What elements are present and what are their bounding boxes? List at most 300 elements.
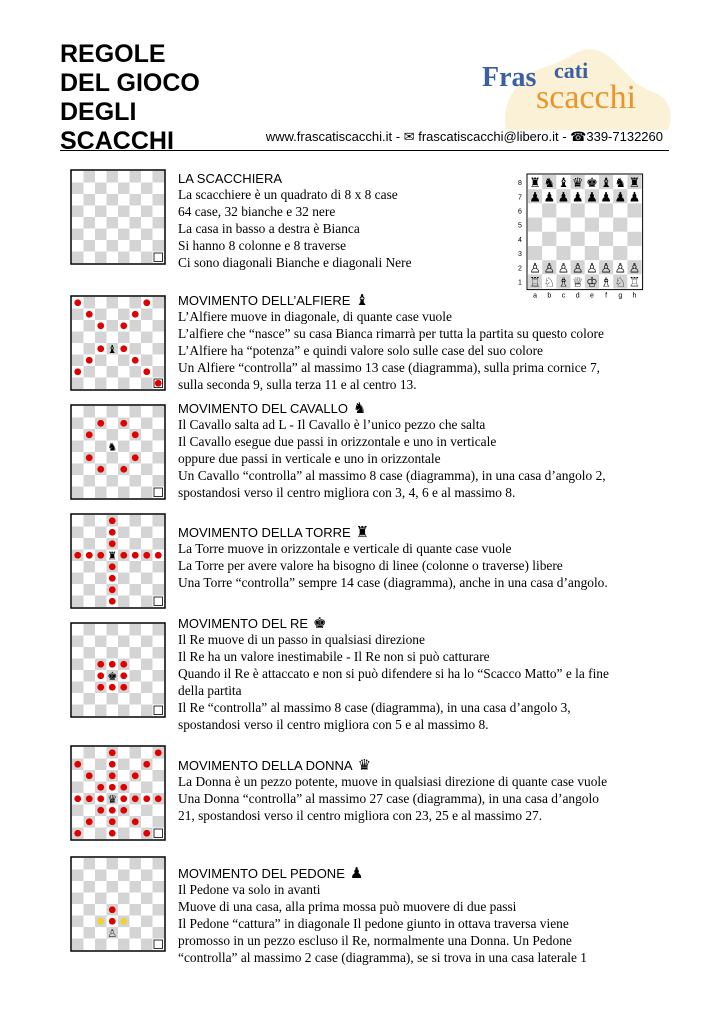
- board-square: [95, 240, 107, 252]
- board-square: [141, 670, 153, 682]
- control-dot: [120, 795, 127, 802]
- control-dot: [97, 661, 104, 668]
- board-square: [118, 705, 130, 717]
- rank-label: 4: [518, 236, 522, 244]
- control-dot: [86, 357, 93, 364]
- board-square: [130, 670, 142, 682]
- board-square: [141, 429, 153, 441]
- board-square: [130, 332, 142, 344]
- diagram-board: [70, 622, 166, 718]
- board-square: [118, 927, 130, 939]
- control-dot: [97, 807, 104, 814]
- knight-icon: ♞: [353, 400, 367, 417]
- phone-number: 339-7132260: [586, 129, 663, 144]
- section-pedone: [178, 866, 658, 967]
- capture-dot: [97, 918, 104, 925]
- board-square: [141, 406, 153, 418]
- start-piece: ♜: [529, 176, 541, 192]
- board-square: [153, 297, 165, 309]
- board-square: [153, 693, 165, 705]
- section-line: “controlla” al massimo 2 case (diagramma), se si trova in una casa laterale 1: [178, 949, 587, 965]
- board-square: [130, 904, 142, 916]
- board-square: [84, 206, 96, 218]
- section-title: MOVIMENTO DELLA DONNA ♛: [178, 757, 372, 774]
- board-square: [84, 596, 96, 608]
- file-label: f: [605, 292, 608, 300]
- board-square: [84, 670, 96, 682]
- section-line: sulla seconda 9, sulla terza 11 e al centro 13.: [178, 376, 417, 392]
- header-divider: [60, 150, 669, 151]
- board-square: [118, 487, 130, 499]
- board-square: [95, 693, 107, 705]
- section-line: La casa in basso a destra è Bianca: [178, 220, 360, 236]
- board-square: [84, 747, 96, 759]
- control-dot: [74, 368, 81, 375]
- board-square: [72, 782, 84, 794]
- control-dot: [74, 552, 81, 559]
- control-dot: [109, 807, 116, 814]
- control-dot: [120, 661, 127, 668]
- queen-icon: ♛: [357, 757, 372, 774]
- section-line: La Donna è un pezzo potente, muove in qualsiasi direzione di quante case vuole: [178, 774, 608, 789]
- control-dot: [120, 784, 127, 791]
- board-square: [141, 240, 153, 252]
- board-square: [130, 881, 142, 893]
- board-square: [141, 452, 153, 464]
- board-square: [153, 624, 165, 636]
- diagram-board: [70, 856, 166, 952]
- bishop-icon: ♝: [355, 292, 369, 309]
- board-square: [130, 527, 142, 539]
- control-dot: [143, 795, 150, 802]
- board-square: [84, 870, 96, 882]
- board-square: [130, 515, 142, 527]
- control-dot: [155, 380, 162, 387]
- board-square: [118, 297, 130, 309]
- section-donna: [178, 758, 658, 825]
- board-square: [72, 916, 84, 928]
- board-square: [107, 636, 119, 648]
- board-square: [153, 893, 165, 905]
- board-square: [153, 309, 165, 321]
- section-line: della partita: [178, 682, 242, 698]
- control-dot: [74, 299, 81, 306]
- board-square: [107, 332, 119, 344]
- board-square: [141, 939, 153, 951]
- website-link[interactable]: www.frascatiscacchi.it -: [265, 129, 401, 144]
- control-dot: [97, 672, 104, 679]
- rook-icon: ♜: [355, 524, 370, 541]
- board-square: [141, 682, 153, 694]
- board-square: [84, 332, 96, 344]
- section-line: L’Alfiere ha “potenza” e quindi valore solo sulle case del suo colore: [178, 342, 544, 358]
- board-square: [72, 441, 84, 453]
- diagram-piece: ♞: [107, 440, 118, 454]
- board-square: [130, 624, 142, 636]
- section-line: Il Cavallo esegue due passi in orizzontale e uno in verticale: [178, 433, 497, 449]
- start-piece: ♝: [557, 176, 570, 192]
- control-dot: [120, 466, 127, 473]
- file-label: e: [589, 292, 594, 300]
- control-dot: [120, 345, 127, 352]
- board-square: [107, 194, 119, 206]
- board-square: [118, 515, 130, 527]
- board-square: [72, 561, 84, 573]
- frascati-scacchi-logo: [478, 44, 678, 136]
- board-square: [153, 573, 165, 585]
- board-square: [107, 355, 119, 367]
- board-square: [130, 343, 142, 355]
- board-square: [130, 939, 142, 951]
- board-square: [130, 487, 142, 499]
- control-dot: [109, 575, 116, 582]
- board-square: [84, 805, 96, 817]
- start-piece: ♘: [614, 275, 627, 291]
- board-square: [118, 759, 130, 771]
- diagram-board: [70, 513, 166, 609]
- board-square: [84, 828, 96, 840]
- board-square: [130, 828, 142, 840]
- board-square: [84, 916, 96, 928]
- board-square: [84, 418, 96, 430]
- board-square: [141, 659, 153, 671]
- board-square: [72, 705, 84, 717]
- section-re: [178, 616, 658, 733]
- board-square: [107, 881, 119, 893]
- board-square: [141, 487, 153, 499]
- board-square: [130, 366, 142, 378]
- board-square: [84, 573, 96, 585]
- board-square: [141, 573, 153, 585]
- board-square: [84, 320, 96, 332]
- board-square: [141, 355, 153, 367]
- board-square: [84, 475, 96, 487]
- control-dot: [97, 345, 104, 352]
- file-label: d: [575, 292, 580, 300]
- control-dot: [86, 311, 93, 318]
- board-square: [118, 561, 130, 573]
- control-dot: [155, 552, 162, 559]
- file-label: b: [547, 292, 552, 300]
- board-square: [107, 858, 119, 870]
- control-dot: [120, 420, 127, 427]
- control-dot: [109, 906, 116, 913]
- board-square: [72, 217, 84, 229]
- section-title: MOVIMENTO DEL RE ♚: [178, 615, 327, 632]
- board-square: [72, 659, 84, 671]
- board-square: [141, 858, 153, 870]
- section-line: La Torre muove in orizzontale e verticale di quante case vuole: [178, 541, 512, 556]
- board-square: [84, 693, 96, 705]
- board-square: [84, 927, 96, 939]
- board-square: [107, 378, 119, 390]
- board-square: [95, 747, 107, 759]
- board-square: [153, 240, 165, 252]
- board-square: [72, 183, 84, 195]
- board-square: [118, 332, 130, 344]
- board-square: [95, 893, 107, 905]
- board-square: [95, 828, 107, 840]
- control-dot: [155, 795, 162, 802]
- board-square: [118, 240, 130, 252]
- board-square: [153, 636, 165, 648]
- board-square: [118, 893, 130, 905]
- board-square: [107, 183, 119, 195]
- board-square: [118, 429, 130, 441]
- board-square: [118, 183, 130, 195]
- file-label: a: [533, 292, 538, 300]
- board-square: [141, 538, 153, 550]
- board-square: [84, 659, 96, 671]
- board-square: [72, 682, 84, 694]
- file-label: h: [632, 292, 637, 300]
- control-dot: [74, 830, 81, 837]
- control-dot: [86, 795, 93, 802]
- control-dot: [109, 818, 116, 825]
- board-square: [153, 229, 165, 241]
- board-square: [130, 682, 142, 694]
- board-square: [130, 893, 142, 905]
- section-line: Una Torre “controlla” sempre 14 case (diagramma), anche in una casa d’angolo.: [178, 574, 608, 590]
- start-piece: ♟: [529, 190, 541, 206]
- board-square: [130, 573, 142, 585]
- board-square: [118, 939, 130, 951]
- control-dot: [132, 772, 139, 779]
- board-square: [130, 320, 142, 332]
- section-line: L’alfiere che “nasce” su casa Bianca rimarrà per tutta la partita su questo colore: [178, 325, 604, 341]
- board-square: [118, 538, 130, 550]
- king-icon: ♚: [313, 615, 327, 632]
- control-dot: [97, 684, 104, 691]
- corner-square-marker: [154, 597, 163, 606]
- board-square: [72, 693, 84, 705]
- control-dot: [109, 598, 116, 605]
- board-square: [141, 561, 153, 573]
- board-square: [118, 596, 130, 608]
- board-square: [141, 217, 153, 229]
- board-square: [141, 464, 153, 476]
- corner-square-marker: [154, 940, 163, 949]
- control-dot: [132, 311, 139, 318]
- start-piece: ♟: [614, 190, 627, 206]
- board-square: [153, 805, 165, 817]
- board-square: [118, 573, 130, 585]
- board-square: [153, 561, 165, 573]
- control-dot: [86, 818, 93, 825]
- board-square: [95, 217, 107, 229]
- board-square: [95, 927, 107, 939]
- envelope-icon: ✉: [403, 129, 419, 144]
- board-square: [153, 916, 165, 928]
- board-square: [130, 378, 142, 390]
- control-dot: [120, 552, 127, 559]
- control-dot: [132, 357, 139, 364]
- board-square: [153, 475, 165, 487]
- start-piece: ♙: [614, 261, 627, 277]
- board-square: [107, 252, 119, 264]
- section-title: MOVIMENTO DEL CAVALLO ♞: [178, 400, 367, 417]
- section-line: La Torre per avere valore ha bisogno di linee (colonne o traverse) libere: [178, 557, 563, 573]
- board-square: [84, 538, 96, 550]
- board-square: [72, 670, 84, 682]
- board-square: [72, 418, 84, 430]
- board-square: [141, 916, 153, 928]
- board-square: [72, 816, 84, 828]
- board-square: [95, 770, 107, 782]
- control-dot: [143, 552, 150, 559]
- logo-text-cati: cati: [554, 58, 589, 83]
- board-square: [72, 309, 84, 321]
- board-square: [95, 171, 107, 183]
- board-square: [141, 171, 153, 183]
- board-square: [153, 441, 165, 453]
- email-link[interactable]: frascatiscacchi@libero.it -: [418, 129, 567, 144]
- control-dot: [109, 540, 116, 547]
- board-square: [153, 343, 165, 355]
- diagram-board: [70, 404, 166, 500]
- control-dot: [74, 795, 81, 802]
- board-square: [141, 870, 153, 882]
- board-square: [118, 229, 130, 241]
- board-square: [95, 366, 107, 378]
- board-square: [72, 858, 84, 870]
- board-square: [130, 705, 142, 717]
- board-square: [118, 904, 130, 916]
- board-square: [84, 229, 96, 241]
- control-dot: [109, 517, 116, 524]
- board-square: [118, 584, 130, 596]
- board-square: [118, 858, 130, 870]
- section-alfiere: [178, 293, 658, 394]
- board-square: [141, 816, 153, 828]
- board-square: [153, 452, 165, 464]
- corner-square-marker: [154, 706, 163, 715]
- start-piece: ♟: [557, 190, 570, 206]
- board-square: [153, 816, 165, 828]
- board-square: [107, 475, 119, 487]
- board-square: [141, 332, 153, 344]
- section-line: oppure due passi in verticale e uno in orizzontale: [178, 450, 441, 466]
- control-dot: [132, 818, 139, 825]
- board-square: [141, 475, 153, 487]
- board-square: [84, 939, 96, 951]
- board-square: [118, 309, 130, 321]
- board-square: [153, 670, 165, 682]
- board-square: [153, 682, 165, 694]
- board-square: [72, 252, 84, 264]
- board-square: [95, 624, 107, 636]
- section-line: Si hanno 8 colonne e 8 traverse: [178, 237, 347, 253]
- page-title: [60, 40, 200, 156]
- capture-dot: [120, 918, 127, 925]
- board-square: [118, 441, 130, 453]
- board-square: [95, 515, 107, 527]
- board-square: [84, 343, 96, 355]
- board-square: [107, 487, 119, 499]
- board-square: [84, 893, 96, 905]
- start-piece: ♙: [571, 261, 584, 277]
- board-square: [153, 406, 165, 418]
- board-square: [72, 881, 84, 893]
- logo-text-fras: Fras: [482, 62, 537, 93]
- board-square: [84, 171, 96, 183]
- board-square: [72, 647, 84, 659]
- board-square: [141, 782, 153, 794]
- board-square: [153, 366, 165, 378]
- board-square: [153, 782, 165, 794]
- board-square: [72, 343, 84, 355]
- control-dot: [120, 322, 127, 329]
- board-square: [72, 527, 84, 539]
- board-square: [107, 240, 119, 252]
- board-square: [153, 206, 165, 218]
- board-square: [141, 705, 153, 717]
- section-line: 21, spostandosi verso il centro migliora con 23, 25 e al massimo 27.: [178, 807, 543, 823]
- board-square: [130, 171, 142, 183]
- board-square: [95, 561, 107, 573]
- board-square: [153, 171, 165, 183]
- board-square: [130, 217, 142, 229]
- section-line: Ci sono diagonali Bianche e diagonali Nere: [178, 254, 412, 270]
- board-square: [72, 596, 84, 608]
- board-square: [141, 309, 153, 321]
- board-square: [141, 904, 153, 916]
- control-dot: [143, 368, 150, 375]
- board-square: [95, 705, 107, 717]
- board-square: [130, 596, 142, 608]
- board-square: [107, 171, 119, 183]
- board-square: [72, 584, 84, 596]
- section-line: Quando il Re è attaccato e non si può difendere si ha lo “Scacco Matto” e la fine: [178, 665, 609, 681]
- control-dot: [109, 918, 116, 925]
- rank-label: 5: [518, 222, 522, 230]
- start-piece: ♗: [600, 275, 612, 291]
- start-piece: ♟: [571, 190, 584, 206]
- logo-text-scacchi: scacchi: [536, 79, 637, 116]
- board-square: [153, 770, 165, 782]
- board-square: [72, 515, 84, 527]
- title-line: DEL GIOCO: [60, 69, 200, 97]
- diagram-board: [70, 745, 166, 841]
- board-square: [107, 693, 119, 705]
- board-square: [153, 904, 165, 916]
- board-square: [84, 464, 96, 476]
- board-square: [84, 527, 96, 539]
- start-piece: ♙: [628, 261, 641, 277]
- board-square: [84, 515, 96, 527]
- board-square: [141, 378, 153, 390]
- board-square: [72, 624, 84, 636]
- board-square: [72, 332, 84, 344]
- board-square: [95, 475, 107, 487]
- start-piece: ♙: [543, 261, 556, 277]
- control-dot: [109, 563, 116, 570]
- board-square: [118, 693, 130, 705]
- board-square: [72, 538, 84, 550]
- board-square: [141, 320, 153, 332]
- board-square: [130, 538, 142, 550]
- board-square: [118, 217, 130, 229]
- start-piece: ♙: [600, 261, 612, 277]
- board-square: [118, 406, 130, 418]
- board-square: [84, 636, 96, 648]
- start-piece: ♖: [628, 275, 641, 291]
- board-square: [95, 527, 107, 539]
- board-square: [141, 747, 153, 759]
- board-square: [107, 297, 119, 309]
- board-square: [84, 366, 96, 378]
- board-square: [72, 487, 84, 499]
